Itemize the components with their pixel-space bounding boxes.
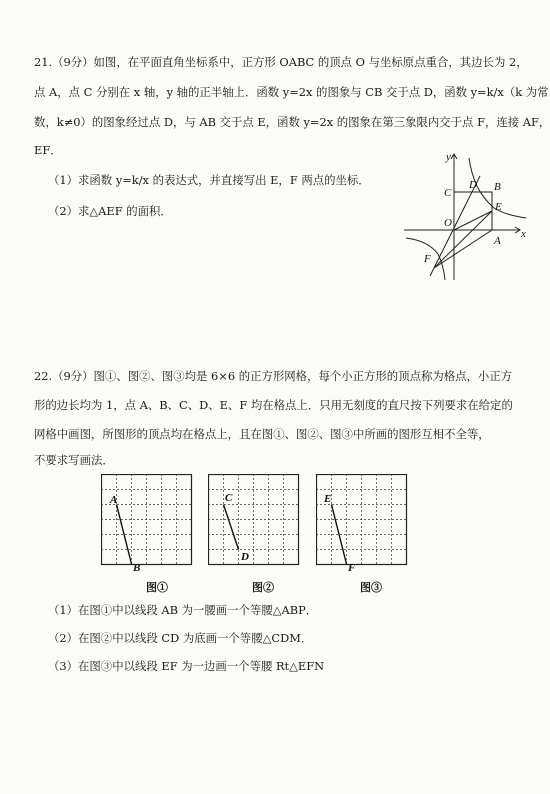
label-b: B xyxy=(494,181,501,193)
q22-sub-question-2: （2）在图②中以线段 CD 为底画一个等腰△CDM． xyxy=(48,631,313,645)
grid-figure-1 xyxy=(101,474,208,574)
label-e: E xyxy=(495,201,502,213)
q22-sub-question-3: （3）在图③中以线段 EF 为一边画一个等腰 Rt△EFN xyxy=(48,659,325,673)
q21-coordinate-graph xyxy=(402,150,530,282)
q22-line-1: 22.（9分）图①、图②、图③均是 6×6 的正方形网格，每个小正方形的顶点称为格点，小正方 xyxy=(34,369,513,383)
q21-sub-question-2: （2）求△AEF 的面积． xyxy=(48,204,172,218)
label-c: C xyxy=(444,187,452,199)
q22-line-2: 形的边长均为 1，点 A、B、C、D、E、F 均在格点上．只用无刻度的直尺按下列要求在给定的 xyxy=(34,398,513,412)
line-y-2x xyxy=(430,176,480,276)
q22-line-4: 不要求写画法． xyxy=(34,453,114,467)
q21-sub-question-1: （1）求函数 y=k/x 的表达式，并直接写出 E，F 两点的坐标． xyxy=(48,173,370,187)
segment-oe xyxy=(454,211,492,230)
caption-figure-1: 图① xyxy=(146,581,168,594)
q21-line-1: 21.（9分）如图，在平面直角坐标系中，正方形 OABC 的顶点 O 与坐标原点重合，其边长为 2， xyxy=(34,55,528,69)
segment-af xyxy=(434,230,492,268)
label-f: F xyxy=(348,562,356,574)
grid-figure-3 xyxy=(316,474,423,574)
segment-ef xyxy=(434,211,492,268)
q21-line-4: EF． xyxy=(34,143,62,157)
label-f: F xyxy=(424,253,431,265)
square-oabc xyxy=(454,192,492,230)
label-e: E xyxy=(324,493,332,505)
label-d: D xyxy=(469,179,477,191)
label-a: A xyxy=(110,494,118,506)
caption-figure-2: 图② xyxy=(252,581,274,594)
label-c: C xyxy=(225,492,233,504)
label-d: D xyxy=(241,551,249,563)
label-a: A xyxy=(494,235,501,247)
label-x: x xyxy=(521,228,526,240)
q21-line-2: 点 A，点 C 分别在 x 轴，y 轴的正半轴上．函数 y=2x 的图象与 CB 交于点 D，函数 y=k/x（k 为常 xyxy=(34,85,549,99)
label-b: B xyxy=(133,562,141,574)
caption-figure-3: 图③ xyxy=(360,581,382,594)
label-o: O xyxy=(444,217,452,229)
q21-line-3: 数，k≠0）的图象经过点 D，与 AB 交于点 E，函数 y=2x 的图象在第三象限内交于点 F，连接 AF， xyxy=(34,115,550,129)
label-y: y xyxy=(446,151,451,163)
grid-figure-2 xyxy=(208,474,315,574)
segment-cd xyxy=(224,505,239,550)
q22-line-3: 网格中画图，所图形的顶点均在格点上，且在图①、图②、图③中所画的图形互相不全等， xyxy=(34,427,490,441)
q22-sub-question-1: （1）在图①中以线段 AB 为一腰画一个等腰△ABP． xyxy=(48,603,318,617)
